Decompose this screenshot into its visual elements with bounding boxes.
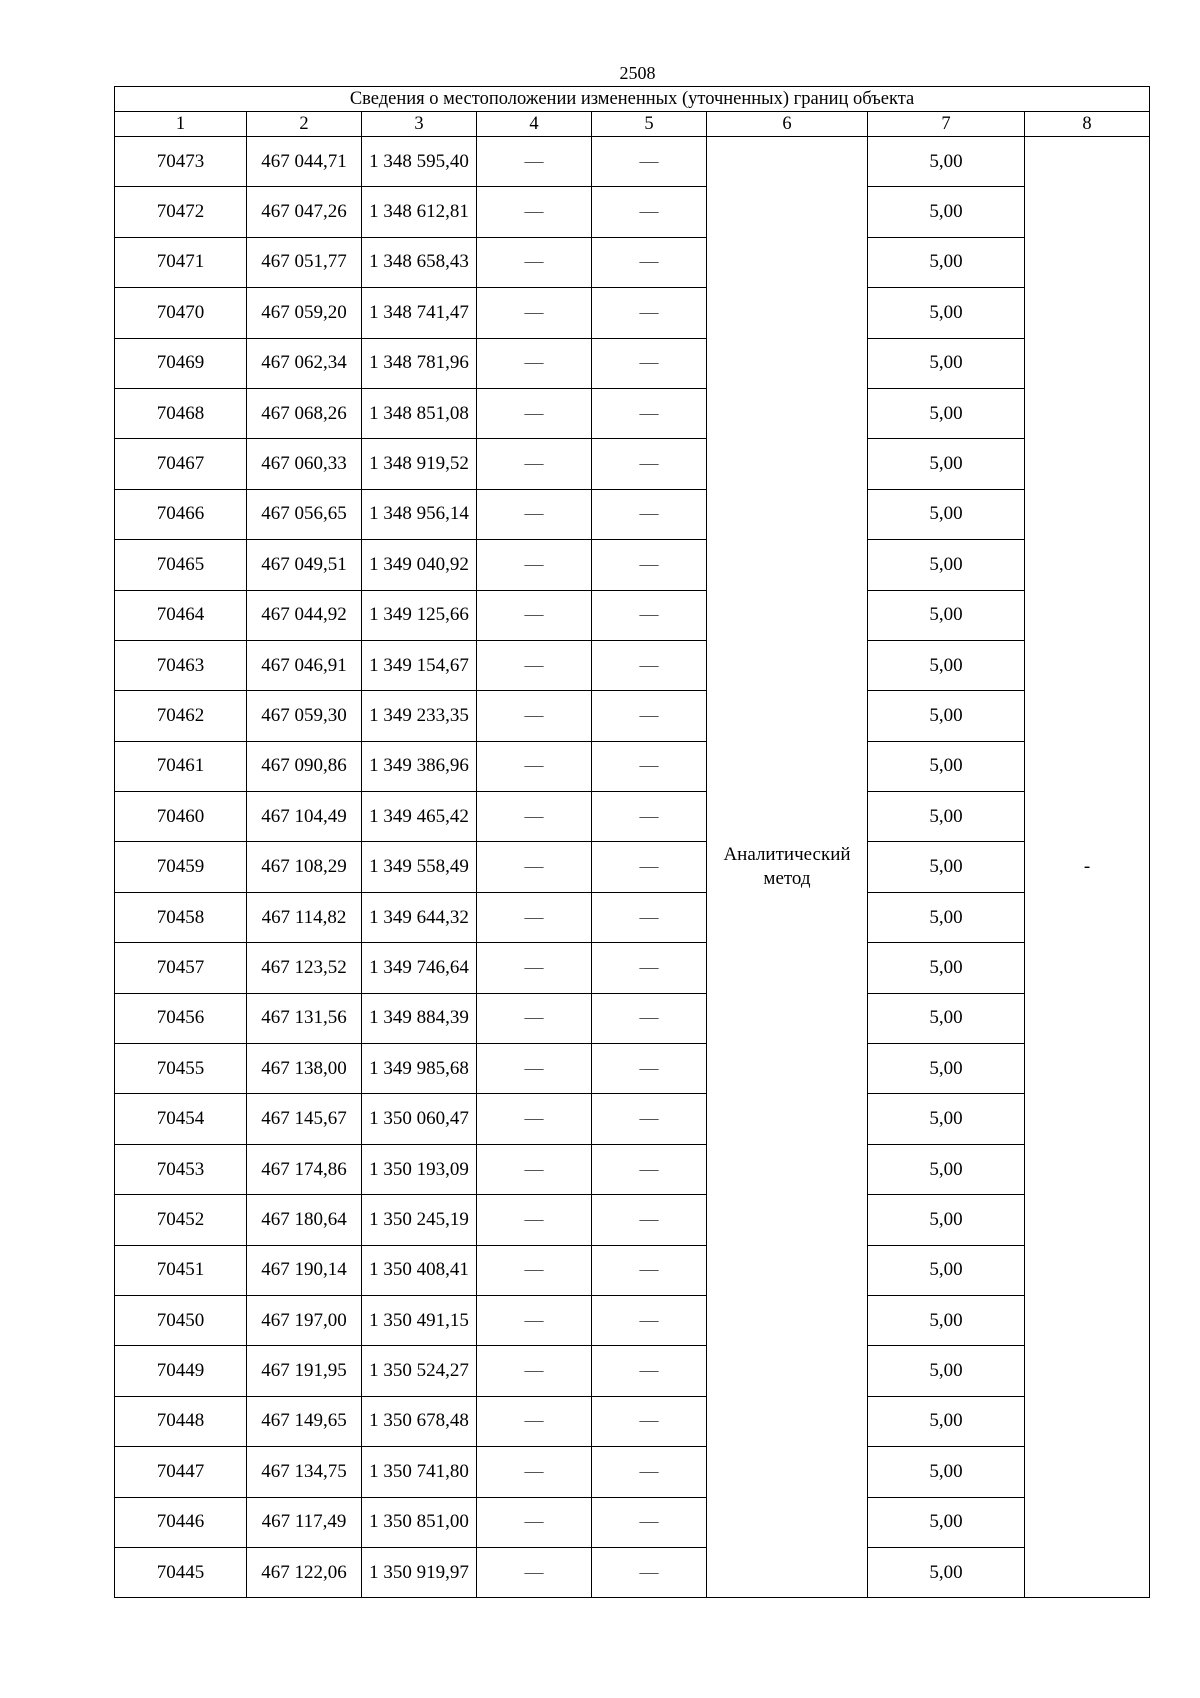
accuracy-cell: 5,00 xyxy=(868,1547,1025,1597)
point-number-cell: 70458 xyxy=(115,892,247,942)
column-4-cell: — xyxy=(477,1245,592,1295)
column-5-cell: — xyxy=(592,187,707,237)
column-5-cell: — xyxy=(592,388,707,438)
column-4-cell: — xyxy=(477,792,592,842)
table-row xyxy=(115,892,1150,942)
column-5-cell: — xyxy=(592,1044,707,1094)
accuracy-cell: 5,00 xyxy=(868,1044,1025,1094)
column-5-cell: — xyxy=(592,1447,707,1497)
table-row xyxy=(115,1547,1150,1597)
column-number: 5 xyxy=(592,112,707,137)
column-5-cell: — xyxy=(592,993,707,1043)
column-4-cell: — xyxy=(477,439,592,489)
x-coordinate-cell: 467 117,49 xyxy=(247,1497,362,1547)
y-coordinate-cell: 1 350 060,47 xyxy=(362,1094,477,1144)
column-5-cell: — xyxy=(592,439,707,489)
column-4-cell: — xyxy=(477,338,592,388)
point-number-cell: 70471 xyxy=(115,237,247,287)
column-4-cell: — xyxy=(477,1144,592,1194)
y-coordinate-cell: 1 349 644,32 xyxy=(362,892,477,942)
point-number-cell: 70461 xyxy=(115,741,247,791)
table-row xyxy=(115,237,1150,287)
table-row xyxy=(115,842,1150,892)
point-number-cell: 70450 xyxy=(115,1295,247,1345)
point-number-cell: 70462 xyxy=(115,691,247,741)
point-number-cell: 70466 xyxy=(115,489,247,539)
x-coordinate-cell: 467 108,29 xyxy=(247,842,362,892)
x-coordinate-cell: 467 190,14 xyxy=(247,1245,362,1295)
table-row xyxy=(115,993,1150,1043)
column-number: 7 xyxy=(868,112,1025,137)
y-coordinate-cell: 1 349 040,92 xyxy=(362,540,477,590)
column-5-cell: — xyxy=(592,237,707,287)
column-number: 3 xyxy=(362,112,477,137)
y-coordinate-cell: 1 349 386,96 xyxy=(362,741,477,791)
column-5-cell: — xyxy=(592,1295,707,1345)
y-coordinate-cell: 1 350 524,27 xyxy=(362,1346,477,1396)
column-number: 6 xyxy=(707,112,868,137)
column-4-cell: — xyxy=(477,1195,592,1245)
column-5-cell: — xyxy=(592,338,707,388)
accuracy-cell: 5,00 xyxy=(868,338,1025,388)
x-coordinate-cell: 467 090,86 xyxy=(247,741,362,791)
x-coordinate-cell: 467 059,30 xyxy=(247,691,362,741)
table-caption-row xyxy=(115,87,1150,112)
point-number-cell: 70451 xyxy=(115,1245,247,1295)
point-number-cell: 70473 xyxy=(115,137,247,187)
table-row xyxy=(115,1094,1150,1144)
table-row xyxy=(115,137,1150,187)
y-coordinate-cell: 1 349 154,67 xyxy=(362,640,477,690)
accuracy-cell: 5,00 xyxy=(868,187,1025,237)
point-number-cell: 70446 xyxy=(115,1497,247,1547)
y-coordinate-cell: 1 348 612,81 xyxy=(362,187,477,237)
column-4-cell: — xyxy=(477,640,592,690)
point-number-cell: 70452 xyxy=(115,1195,247,1245)
column-number-row xyxy=(115,112,1150,137)
y-coordinate-cell: 1 349 985,68 xyxy=(362,1044,477,1094)
accuracy-cell: 5,00 xyxy=(868,993,1025,1043)
x-coordinate-cell: 467 123,52 xyxy=(247,943,362,993)
column-4-cell: — xyxy=(477,892,592,942)
x-coordinate-cell: 467 044,71 xyxy=(247,137,362,187)
point-number-cell: 70472 xyxy=(115,187,247,237)
table-row xyxy=(115,338,1150,388)
point-number-cell: 70456 xyxy=(115,993,247,1043)
x-coordinate-cell: 467 122,06 xyxy=(247,1547,362,1597)
x-coordinate-cell: 467 114,82 xyxy=(247,892,362,942)
point-number-cell: 70460 xyxy=(115,792,247,842)
column-8-cell: - xyxy=(1025,137,1150,1598)
y-coordinate-cell: 1 348 919,52 xyxy=(362,439,477,489)
x-coordinate-cell: 467 047,26 xyxy=(247,187,362,237)
point-number-cell: 70445 xyxy=(115,1547,247,1597)
y-coordinate-cell: 1 349 465,42 xyxy=(362,792,477,842)
y-coordinate-cell: 1 349 233,35 xyxy=(362,691,477,741)
table-row xyxy=(115,1346,1150,1396)
y-coordinate-cell: 1 348 781,96 xyxy=(362,338,477,388)
table-body xyxy=(115,87,1150,1598)
x-coordinate-cell: 467 049,51 xyxy=(247,540,362,590)
table-row xyxy=(115,741,1150,791)
y-coordinate-cell: 1 349 558,49 xyxy=(362,842,477,892)
accuracy-cell: 5,00 xyxy=(868,1447,1025,1497)
y-coordinate-cell: 1 350 851,00 xyxy=(362,1497,477,1547)
accuracy-cell: 5,00 xyxy=(868,489,1025,539)
column-4-cell: — xyxy=(477,842,592,892)
column-4-cell: — xyxy=(477,1295,592,1345)
column-5-cell: — xyxy=(592,1547,707,1597)
point-number-cell: 70457 xyxy=(115,943,247,993)
column-5-cell: — xyxy=(592,842,707,892)
point-number-cell: 70467 xyxy=(115,439,247,489)
accuracy-cell: 5,00 xyxy=(868,137,1025,187)
accuracy-cell: 5,00 xyxy=(868,1094,1025,1144)
point-number-cell: 70469 xyxy=(115,338,247,388)
table-row xyxy=(115,187,1150,237)
column-4-cell: — xyxy=(477,288,592,338)
accuracy-cell: 5,00 xyxy=(868,943,1025,993)
column-4-cell: — xyxy=(477,691,592,741)
column-5-cell: — xyxy=(592,1497,707,1547)
table-row xyxy=(115,1044,1150,1094)
accuracy-cell: 5,00 xyxy=(868,1396,1025,1446)
y-coordinate-cell: 1 349 125,66 xyxy=(362,590,477,640)
column-5-cell: — xyxy=(592,1144,707,1194)
y-coordinate-cell: 1 348 658,43 xyxy=(362,237,477,287)
point-number-cell: 70455 xyxy=(115,1044,247,1094)
point-number-cell: 70459 xyxy=(115,842,247,892)
accuracy-cell: 5,00 xyxy=(868,1195,1025,1245)
table-row xyxy=(115,1497,1150,1547)
determination-method-cell: Аналитический метод xyxy=(707,137,868,1598)
y-coordinate-cell: 1 350 245,19 xyxy=(362,1195,477,1245)
y-coordinate-cell: 1 349 746,64 xyxy=(362,943,477,993)
table-row xyxy=(115,388,1150,438)
accuracy-cell: 5,00 xyxy=(868,388,1025,438)
x-coordinate-cell: 467 060,33 xyxy=(247,439,362,489)
table-row xyxy=(115,1195,1150,1245)
column-5-cell: — xyxy=(592,1245,707,1295)
accuracy-cell: 5,00 xyxy=(868,1295,1025,1345)
column-4-cell: — xyxy=(477,1547,592,1597)
y-coordinate-cell: 1 349 884,39 xyxy=(362,993,477,1043)
column-4-cell: — xyxy=(477,388,592,438)
column-4-cell: — xyxy=(477,540,592,590)
column-number: 1 xyxy=(115,112,247,137)
accuracy-cell: 5,00 xyxy=(868,842,1025,892)
table-row xyxy=(115,540,1150,590)
y-coordinate-cell: 1 350 919,97 xyxy=(362,1547,477,1597)
table-row xyxy=(115,1447,1150,1497)
column-4-cell: — xyxy=(477,590,592,640)
x-coordinate-cell: 467 056,65 xyxy=(247,489,362,539)
point-number-cell: 70447 xyxy=(115,1447,247,1497)
x-coordinate-cell: 467 145,67 xyxy=(247,1094,362,1144)
table-row xyxy=(115,640,1150,690)
x-coordinate-cell: 467 180,64 xyxy=(247,1195,362,1245)
accuracy-cell: 5,00 xyxy=(868,640,1025,690)
accuracy-cell: 5,00 xyxy=(868,1346,1025,1396)
column-4-cell: — xyxy=(477,1497,592,1547)
column-4-cell: — xyxy=(477,1396,592,1446)
x-coordinate-cell: 467 174,86 xyxy=(247,1144,362,1194)
x-coordinate-cell: 467 104,49 xyxy=(247,792,362,842)
point-number-cell: 70454 xyxy=(115,1094,247,1144)
x-coordinate-cell: 467 149,65 xyxy=(247,1396,362,1446)
point-number-cell: 70463 xyxy=(115,640,247,690)
point-number-cell: 70464 xyxy=(115,590,247,640)
column-5-cell: — xyxy=(592,1346,707,1396)
accuracy-cell: 5,00 xyxy=(868,237,1025,287)
point-number-cell: 70448 xyxy=(115,1396,247,1446)
column-5-cell: — xyxy=(592,1094,707,1144)
column-number: 8 xyxy=(1025,112,1150,137)
table-row xyxy=(115,590,1150,640)
column-5-cell: — xyxy=(592,1396,707,1446)
accuracy-cell: 5,00 xyxy=(868,892,1025,942)
column-5-cell: — xyxy=(592,137,707,187)
column-5-cell: — xyxy=(592,590,707,640)
accuracy-cell: 5,00 xyxy=(868,691,1025,741)
point-number-cell: 70465 xyxy=(115,540,247,590)
x-coordinate-cell: 467 197,00 xyxy=(247,1295,362,1345)
column-4-cell: — xyxy=(477,489,592,539)
column-4-cell: — xyxy=(477,137,592,187)
x-coordinate-cell: 467 131,56 xyxy=(247,993,362,1043)
y-coordinate-cell: 1 350 193,09 xyxy=(362,1144,477,1194)
column-5-cell: — xyxy=(592,288,707,338)
page-number: 2508 xyxy=(619,63,656,83)
column-4-cell: — xyxy=(477,993,592,1043)
column-4-cell: — xyxy=(477,1044,592,1094)
x-coordinate-cell: 467 059,20 xyxy=(247,288,362,338)
x-coordinate-cell: 467 191,95 xyxy=(247,1346,362,1396)
accuracy-cell: 5,00 xyxy=(868,540,1025,590)
y-coordinate-cell: 1 348 741,47 xyxy=(362,288,477,338)
column-5-cell: — xyxy=(592,540,707,590)
table-caption: Сведения о местоположении измененных (уточненных) границ объекта xyxy=(115,87,1150,112)
column-4-cell: — xyxy=(477,237,592,287)
x-coordinate-cell: 467 051,77 xyxy=(247,237,362,287)
y-coordinate-cell: 1 348 956,14 xyxy=(362,489,477,539)
table-row xyxy=(115,489,1150,539)
accuracy-cell: 5,00 xyxy=(868,288,1025,338)
table-row xyxy=(115,691,1150,741)
column-5-cell: — xyxy=(592,892,707,942)
y-coordinate-cell: 1 350 741,80 xyxy=(362,1447,477,1497)
x-coordinate-cell: 467 062,34 xyxy=(247,338,362,388)
table-row xyxy=(115,439,1150,489)
table-row xyxy=(115,288,1150,338)
boundary-coordinates-table xyxy=(114,86,1150,1598)
y-coordinate-cell: 1 350 491,15 xyxy=(362,1295,477,1345)
column-5-cell: — xyxy=(592,640,707,690)
table-row xyxy=(115,1144,1150,1194)
column-4-cell: — xyxy=(477,187,592,237)
column-number: 2 xyxy=(247,112,362,137)
point-number-cell: 70468 xyxy=(115,388,247,438)
table-row xyxy=(115,1245,1150,1295)
column-4-cell: — xyxy=(477,1346,592,1396)
x-coordinate-cell: 467 134,75 xyxy=(247,1447,362,1497)
column-4-cell: — xyxy=(477,943,592,993)
x-coordinate-cell: 467 044,92 xyxy=(247,590,362,640)
accuracy-cell: 5,00 xyxy=(868,439,1025,489)
y-coordinate-cell: 1 350 678,48 xyxy=(362,1396,477,1446)
accuracy-cell: 5,00 xyxy=(868,1245,1025,1295)
column-4-cell: — xyxy=(477,741,592,791)
column-5-cell: — xyxy=(592,691,707,741)
accuracy-cell: 5,00 xyxy=(868,792,1025,842)
column-5-cell: — xyxy=(592,741,707,791)
accuracy-cell: 5,00 xyxy=(868,590,1025,640)
column-5-cell: — xyxy=(592,792,707,842)
column-5-cell: — xyxy=(592,489,707,539)
x-coordinate-cell: 467 068,26 xyxy=(247,388,362,438)
y-coordinate-cell: 1 348 851,08 xyxy=(362,388,477,438)
x-coordinate-cell: 467 138,00 xyxy=(247,1044,362,1094)
accuracy-cell: 5,00 xyxy=(868,1144,1025,1194)
column-number: 4 xyxy=(477,112,592,137)
table-row xyxy=(115,792,1150,842)
point-number-cell: 70449 xyxy=(115,1346,247,1396)
column-4-cell: — xyxy=(477,1094,592,1144)
point-number-cell: 70470 xyxy=(115,288,247,338)
accuracy-cell: 5,00 xyxy=(868,1497,1025,1547)
column-5-cell: — xyxy=(592,943,707,993)
point-number-cell: 70453 xyxy=(115,1144,247,1194)
y-coordinate-cell: 1 348 595,40 xyxy=(362,137,477,187)
table-row xyxy=(115,1295,1150,1345)
y-coordinate-cell: 1 350 408,41 xyxy=(362,1245,477,1295)
accuracy-cell: 5,00 xyxy=(868,741,1025,791)
column-4-cell: — xyxy=(477,1447,592,1497)
column-5-cell: — xyxy=(592,1195,707,1245)
table-row xyxy=(115,943,1150,993)
table-row xyxy=(115,1396,1150,1446)
x-coordinate-cell: 467 046,91 xyxy=(247,640,362,690)
